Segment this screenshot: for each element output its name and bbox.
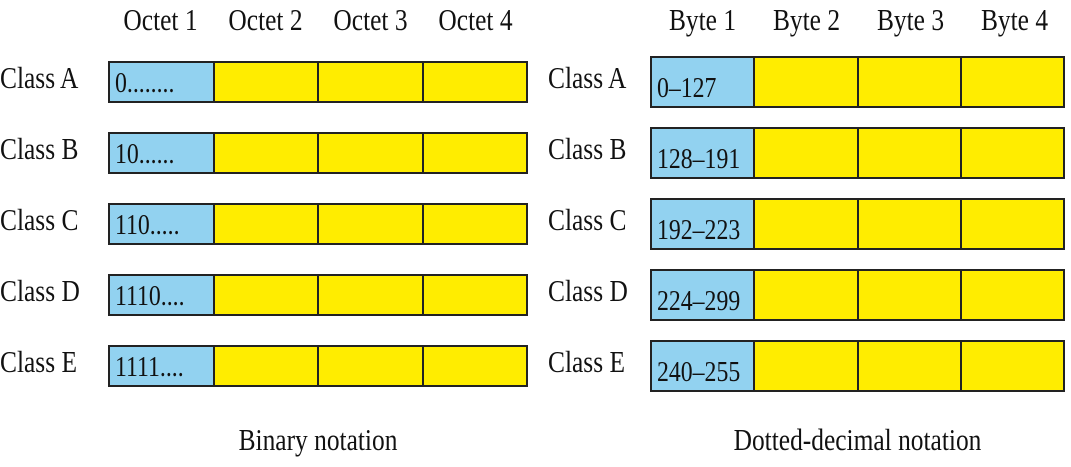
binary-class-b-octet-3 (317, 134, 422, 172)
binary-class-b-octet-1 (110, 134, 213, 172)
decimal-class-c-byte-2 (753, 200, 856, 248)
decimal-class-a-byte-4 (960, 58, 1063, 106)
binary-notation-panel (0, 0, 530, 467)
decimal-class-b-byte-1 (652, 129, 753, 177)
binary-class-a-row (108, 61, 528, 103)
binary-notation-caption: Binary notation (238, 422, 398, 457)
decimal-class-d-row (650, 269, 1065, 321)
decimal-class-d-byte-2 (753, 271, 856, 319)
binary-class-a-octet-4 (422, 63, 527, 101)
byte-2-header: Byte 2 (772, 2, 841, 37)
dotted-decimal-notation-panel (548, 0, 1063, 467)
binary-class-b-octet-2 (213, 134, 318, 172)
decimal-class-d-label: Class D (548, 273, 628, 308)
binary-class-d-octet-2 (213, 276, 318, 314)
decimal-class-e-byte-4 (960, 342, 1063, 390)
binary-class-a-octet-2 (213, 63, 318, 101)
decimal-class-b-byte-3 (857, 129, 960, 177)
decimal-class-a-label: Class A (548, 60, 627, 95)
binary-class-e-octet-3 (317, 347, 422, 385)
binary-class-c-octet-2 (213, 205, 318, 243)
decimal-class-c-byte-4 (960, 200, 1063, 248)
binary-class-e-value: 1111.... (115, 351, 184, 383)
decimal-class-a-byte-3 (857, 58, 960, 106)
binary-class-b-label: Class B (0, 131, 79, 166)
decimal-class-a-value: 0–127 (657, 72, 717, 104)
decimal-class-b-byte-4 (960, 129, 1063, 177)
decimal-class-c-row (650, 198, 1065, 250)
decimal-class-b-row (650, 127, 1065, 179)
binary-class-e-octet-2 (213, 347, 318, 385)
binary-class-c-label: Class C (0, 202, 79, 237)
decimal-class-d-byte-3 (857, 271, 960, 319)
binary-class-e-label: Class E (0, 344, 77, 379)
decimal-class-b-value: 128–191 (657, 143, 741, 175)
decimal-class-e-byte-1 (652, 342, 753, 390)
binary-class-a-value: 0........ (115, 67, 175, 99)
binary-class-d-octet-3 (317, 276, 422, 314)
decimal-class-d-value: 224–299 (657, 285, 741, 317)
binary-class-e-octet-4 (422, 347, 527, 385)
binary-class-c-octet-3 (317, 205, 422, 243)
binary-class-a-octet-3 (317, 63, 422, 101)
binary-class-a-octet-1 (110, 63, 213, 101)
decimal-class-d-byte-1 (652, 271, 753, 319)
decimal-class-b-byte-2 (753, 129, 856, 177)
byte-4-header: Byte 4 (980, 2, 1049, 37)
decimal-class-d-byte-4 (960, 271, 1063, 319)
binary-class-d-value: 1110.... (115, 280, 185, 312)
binary-class-c-row (108, 203, 528, 245)
binary-class-c-octet-1 (110, 205, 213, 243)
decimal-class-c-byte-1 (652, 200, 753, 248)
decimal-class-e-row (650, 340, 1065, 392)
decimal-class-c-value: 192–223 (657, 214, 741, 246)
octet-2-header: Octet 2 (228, 2, 303, 37)
binary-class-b-octet-4 (422, 134, 527, 172)
binary-class-a-label: Class A (0, 60, 79, 95)
decimal-class-a-row (650, 56, 1065, 108)
byte-3-header: Byte 3 (876, 2, 945, 37)
binary-class-b-value: 10...... (115, 138, 175, 170)
binary-class-c-octet-4 (422, 205, 527, 243)
octet-1-header: Octet 1 (123, 2, 198, 37)
decimal-class-a-byte-2 (753, 58, 856, 106)
binary-class-d-octet-1 (110, 276, 213, 314)
decimal-class-e-value: 240–255 (657, 356, 741, 388)
binary-class-d-label: Class D (0, 273, 80, 308)
binary-class-d-row (108, 274, 528, 316)
decimal-class-e-byte-2 (753, 342, 856, 390)
decimal-class-b-label: Class B (548, 131, 627, 166)
decimal-class-c-label: Class C (548, 202, 627, 237)
binary-class-b-row (108, 132, 528, 174)
octet-3-header: Octet 3 (333, 2, 408, 37)
decimal-class-a-byte-1 (652, 58, 753, 106)
byte-1-header: Byte 1 (668, 2, 737, 37)
decimal-class-e-label: Class E (548, 344, 625, 379)
octet-4-header: Octet 4 (438, 2, 513, 37)
decimal-class-e-byte-3 (857, 342, 960, 390)
binary-class-d-octet-4 (422, 276, 527, 314)
dotted-decimal-notation-caption: Dotted-decimal notation (733, 422, 982, 457)
binary-class-e-row (108, 345, 528, 387)
binary-class-c-value: 110..... (115, 209, 180, 241)
binary-class-e-octet-1 (110, 347, 213, 385)
decimal-class-c-byte-3 (857, 200, 960, 248)
